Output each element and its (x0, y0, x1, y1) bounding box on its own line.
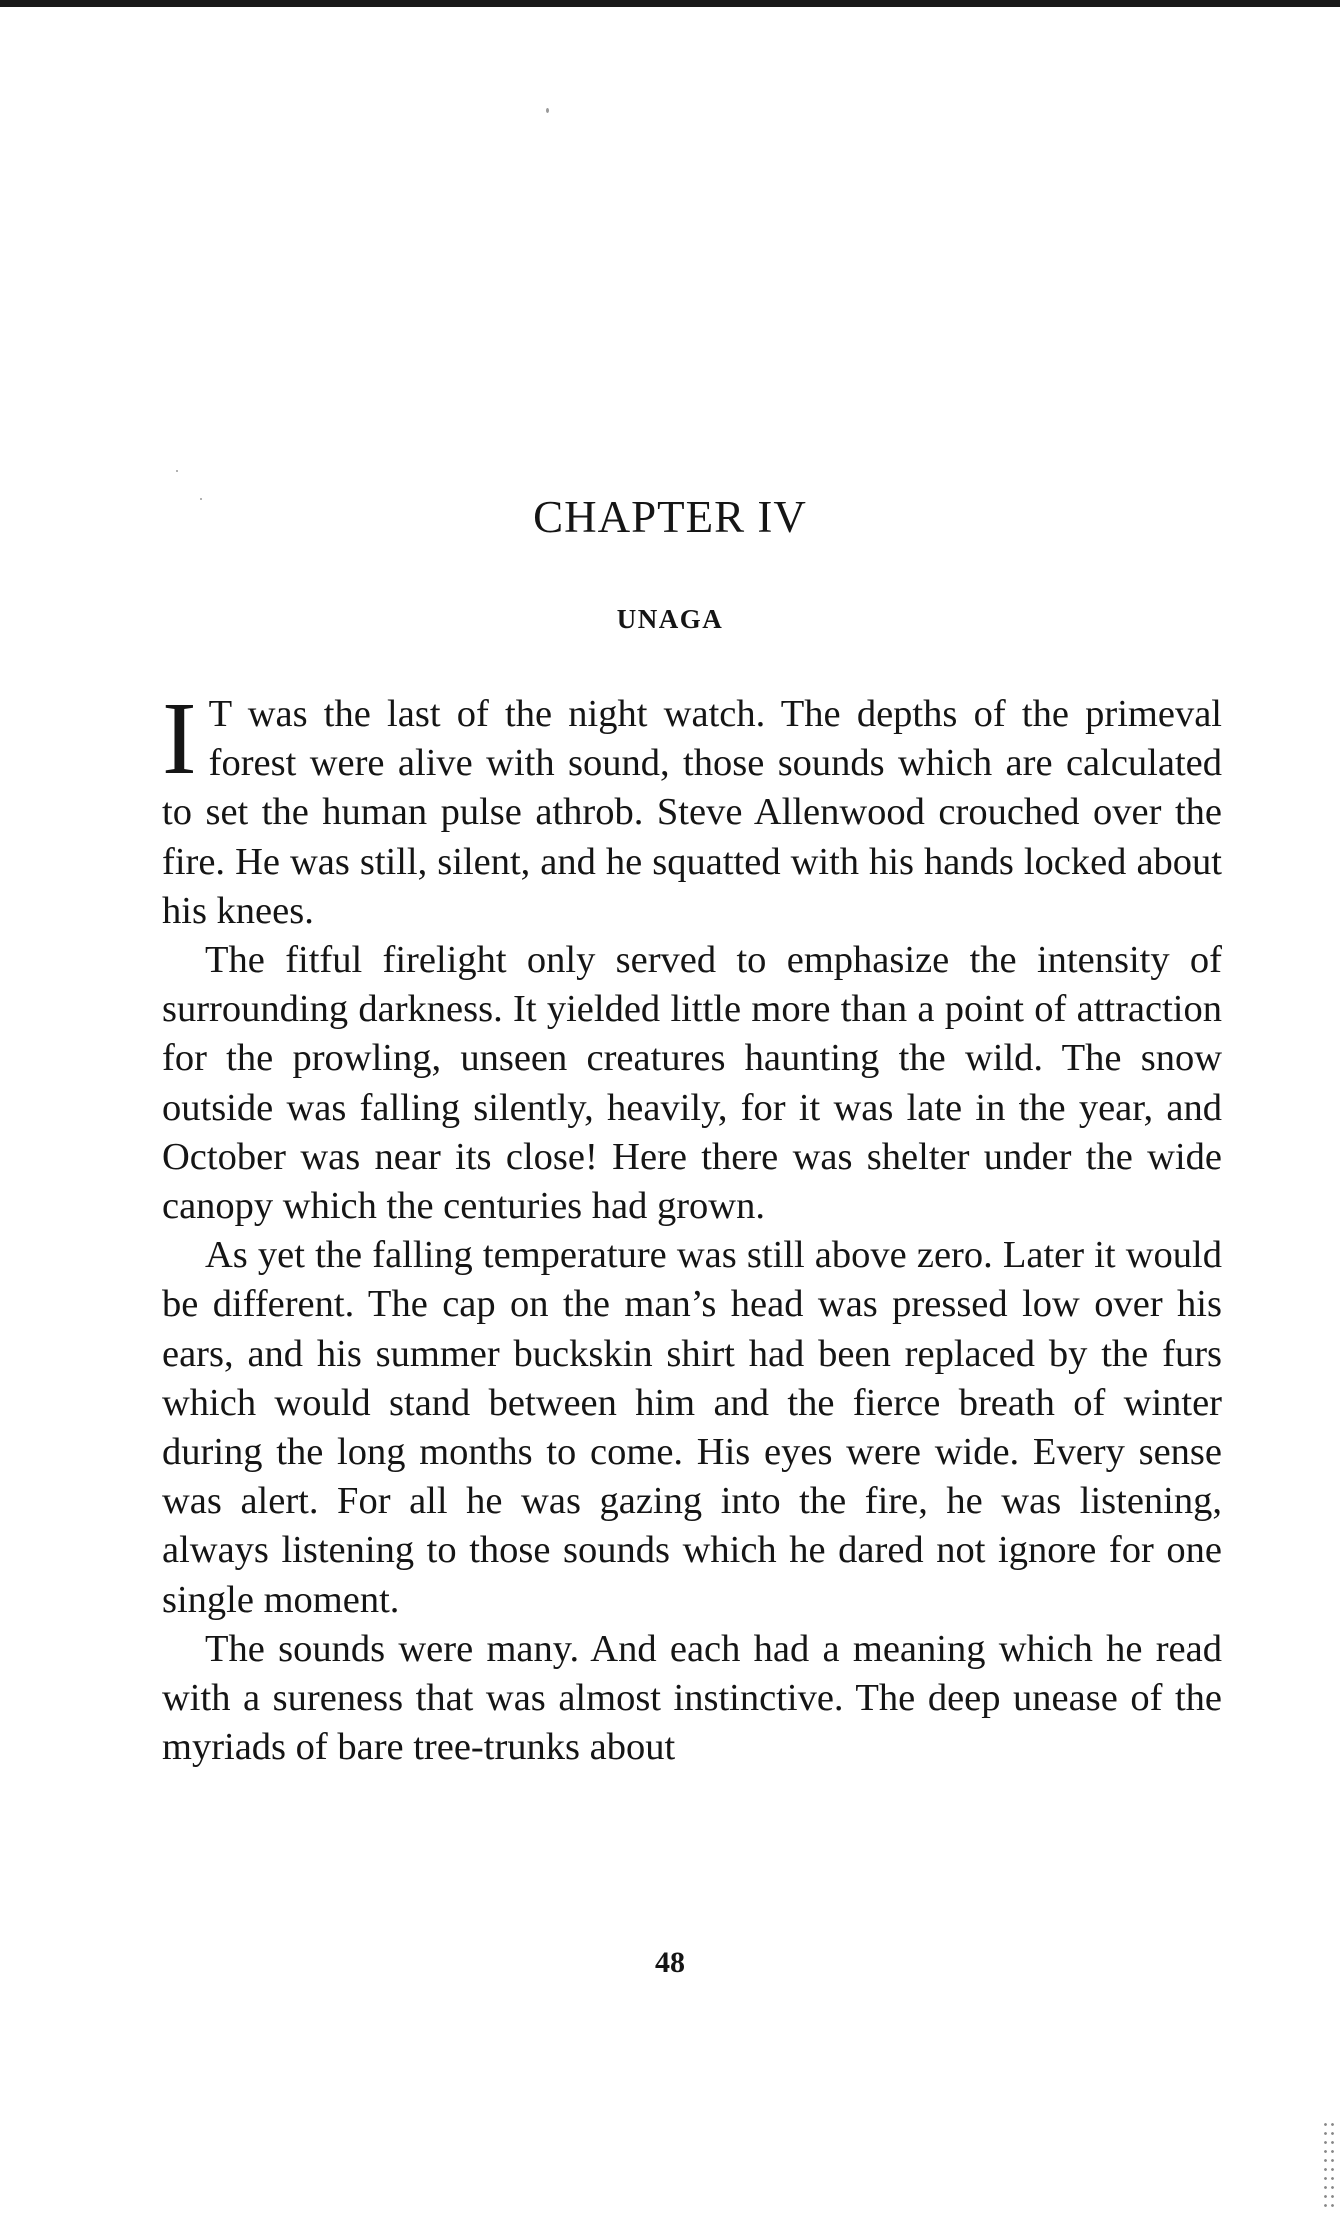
paper-speck (176, 470, 178, 472)
chapter-title: CHAPTER IV (533, 492, 807, 542)
paper-speck (546, 108, 549, 113)
body-text (162, 681, 1222, 1772)
chapter-subtitle: UNAGA (616, 604, 724, 634)
paragraph-1-text: T was the last of the night watch. The depths of the primeval forest were alive with sound, those sounds which are calculated to set the human pulse athrob. Steve Allenwood crouched over the fire. He was still, silent, and he squatted with his hands locked about his knees. (162, 693, 1222, 932)
drop-cap: I (162, 681, 197, 796)
paragraph-3: As yet the falling temperature was still above zero. Later it would be different. The cap on the man’s head was pressed low over his ears, and his summer buckskin shirt had been replaced by the furs which would stand between him and the fierce breath of winter during the long months to come. His eyes were wide. Every sense was alert. For all he was gazing into the fire, he was listening, always listening to those sounds which he dared not ignore for one single moment. (162, 1234, 1222, 1621)
paragraph-2: The fitful firelight only served to emphasize the intensity of surrounding darkness. It yielded little more than a point of attraction for the prowling, unseen creatures haunting the wild. The snow outside was falling silently, heavily, for it was late in the year, and October was near its close! Here there was shelter under the wide canopy which the centuries had grown. (162, 939, 1222, 1228)
page-top-border (0, 0, 1340, 7)
paragraph-1 (162, 681, 1222, 936)
edge-dots (1322, 2120, 1336, 2210)
paragraph-4: The sounds were many. And each had a meaning which he read with a sureness that was almost instinctive. The deep unease of the myriads of bare tree-trunks about (162, 1627, 1222, 1769)
page-number: 48 (655, 1946, 685, 1979)
